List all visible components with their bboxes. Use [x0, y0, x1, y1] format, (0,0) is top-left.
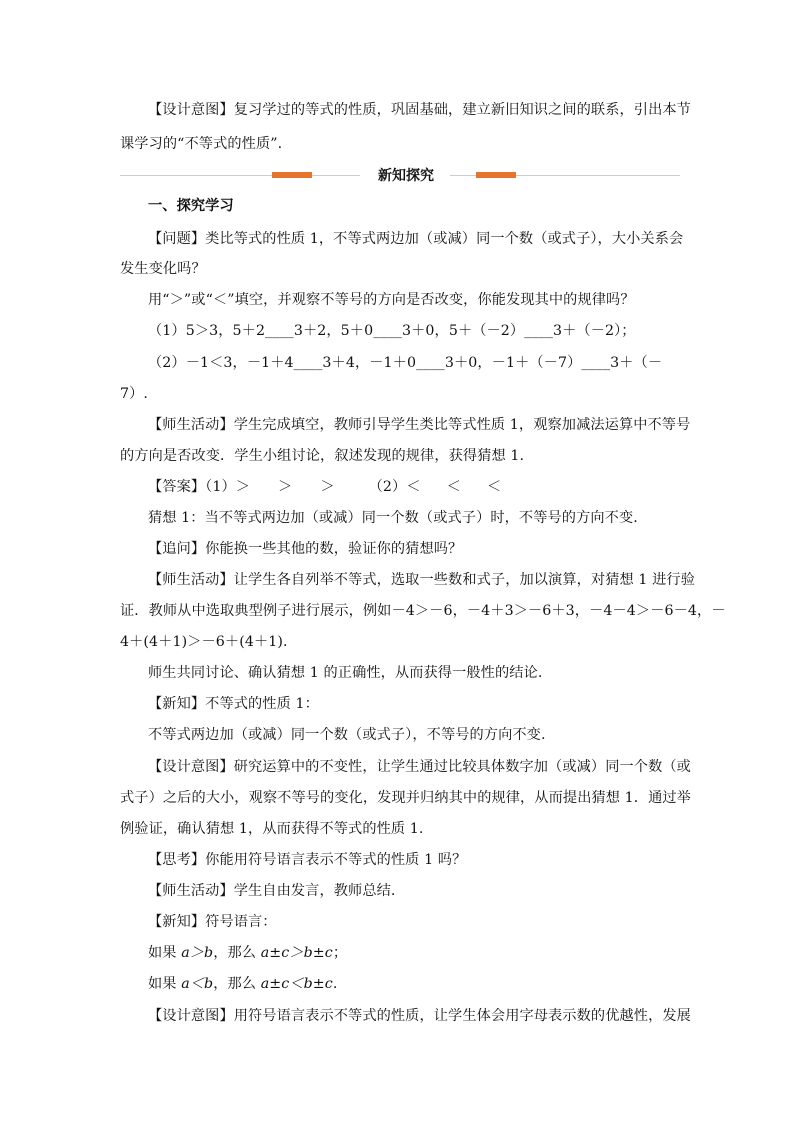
- divider-accent-right: [476, 172, 516, 178]
- design-intent2-line1: 【设计意图】研究运算中的不变性，让学生通过比较具体数字加（或减）同一个数（或: [148, 759, 691, 775]
- exercise-2-continued: 7）.: [120, 386, 149, 402]
- problem-instruction: 用“＞”或“＜”填空，并观察不等号的方向是否改变，你能发现其中的规律吗？: [148, 292, 635, 308]
- section-divider: [120, 166, 680, 186]
- divider-accent-left: [272, 172, 312, 178]
- design-intent2-line3: 例验证，确认猜想 1，从而获得不等式的性质 1.: [120, 821, 424, 837]
- rule1-end: ；: [332, 945, 348, 961]
- answer-2c: ＜: [486, 479, 502, 495]
- design-intent3-line1: 【设计意图】用符号语言表示不等式的性质，让学生体会用字母表示数的优越性，发展: [148, 1008, 691, 1024]
- answer-1c: ＞: [320, 479, 335, 495]
- conjecture-1: 猜想 1：当不等式两边加（或减）同一个数（或式子）时，不等号的方向不变.: [148, 510, 638, 526]
- activity2-line1: 【师生活动】让学生各自列举不等式，选取一些数和式子，加以演算，对猜想 1 进行验: [148, 572, 695, 588]
- activity1-line2: 的方向是否改变．学生小组讨论，叙述发现的规律，获得猜想 1.: [120, 448, 525, 464]
- problem-line2: 发生变化吗？: [120, 261, 206, 277]
- answer-2a: （2）＜: [368, 479, 421, 495]
- rule1-condition: a＞b: [181, 945, 214, 961]
- design-intent-intro-line2: 课学习的“不等式的性质”.: [120, 136, 283, 152]
- activity1-line1: 【师生活动】学生完成填空，教师引导学生类比等式性质 1，观察加减法运算中不等号: [148, 417, 691, 433]
- activity2-line2: 证．教师从中选取典型例子进行展示，例如－4＞－6，－4＋3＞－6＋3，－4－4＞－6－4，－: [120, 603, 726, 619]
- rule2-result: a±c＜b±c: [260, 976, 333, 992]
- symbolic-rule-2: [148, 974, 708, 994]
- rule2-condition: a＜b: [181, 976, 214, 992]
- rule1-middle: ，那么: [213, 945, 261, 961]
- followup-question: 【追问】你能换一些其他的数，验证你的猜想吗？: [148, 541, 463, 557]
- design-intent-intro-line1: 【设计意图】复习学过的等式的性质，巩固基础，建立新旧知识之间的联系，引出本节: [148, 102, 691, 118]
- rule1-result: a±c＞b±c: [260, 945, 333, 961]
- answer-label: 【答案】（1）＞: [148, 479, 251, 495]
- activity2-line3: 4＋(4＋1)＞－6＋(4＋1).: [120, 634, 288, 650]
- rule2-middle: ，那么: [213, 976, 261, 992]
- design-intent2-line2: 式子）之后的大小，观察不等号的变化，发现并归纳其中的规律，从而提出猜想 1．通过举: [120, 790, 691, 806]
- divider-rule-left: [120, 175, 360, 176]
- answer-1b: ＞: [278, 479, 293, 495]
- answer-2b: ＜: [446, 479, 461, 495]
- rule2-prefix: 如果: [148, 976, 182, 992]
- new-knowledge-property1-title: 【新知】不等式的性质 1：: [148, 696, 319, 712]
- answer-row: [148, 477, 708, 497]
- activity3-line: 【师生活动】学生自由发言，教师总结.: [148, 883, 396, 899]
- section-title: 新知探究: [378, 168, 434, 184]
- exercise-2: （2）－1＜3，－1＋4____3＋4，－1＋0____3＋0，－1＋（－7）____3＋（－: [148, 355, 663, 371]
- new-knowledge-symbolic-title: 【新知】符号语言：: [148, 914, 277, 930]
- exercise-1: （1）5＞3，5＋2____3＋2，5＋0____3＋0，5＋（－2）____3＋（－2）；: [148, 323, 636, 339]
- symbolic-rule-1: [148, 943, 708, 963]
- new-knowledge-property1-text: 不等式两边加（或减）同一个数（或式子），不等号的方向不变.: [148, 727, 546, 743]
- discussion-line: 师生共同讨论、确认猜想 1 的正确性，从而获得一般性的结论.: [148, 665, 543, 681]
- rule1-prefix: 如果: [148, 945, 182, 961]
- rule2-end: .: [332, 976, 338, 992]
- think-question: 【思考】你能用符号语言表示不等式的性质 1 吗？: [148, 852, 467, 868]
- heading-explore-study: 一、探究学习: [148, 198, 234, 214]
- problem-line1: 【问题】类比等式的性质 1，不等式两边加（或减）同一个数（或式子），大小关系会: [148, 231, 684, 247]
